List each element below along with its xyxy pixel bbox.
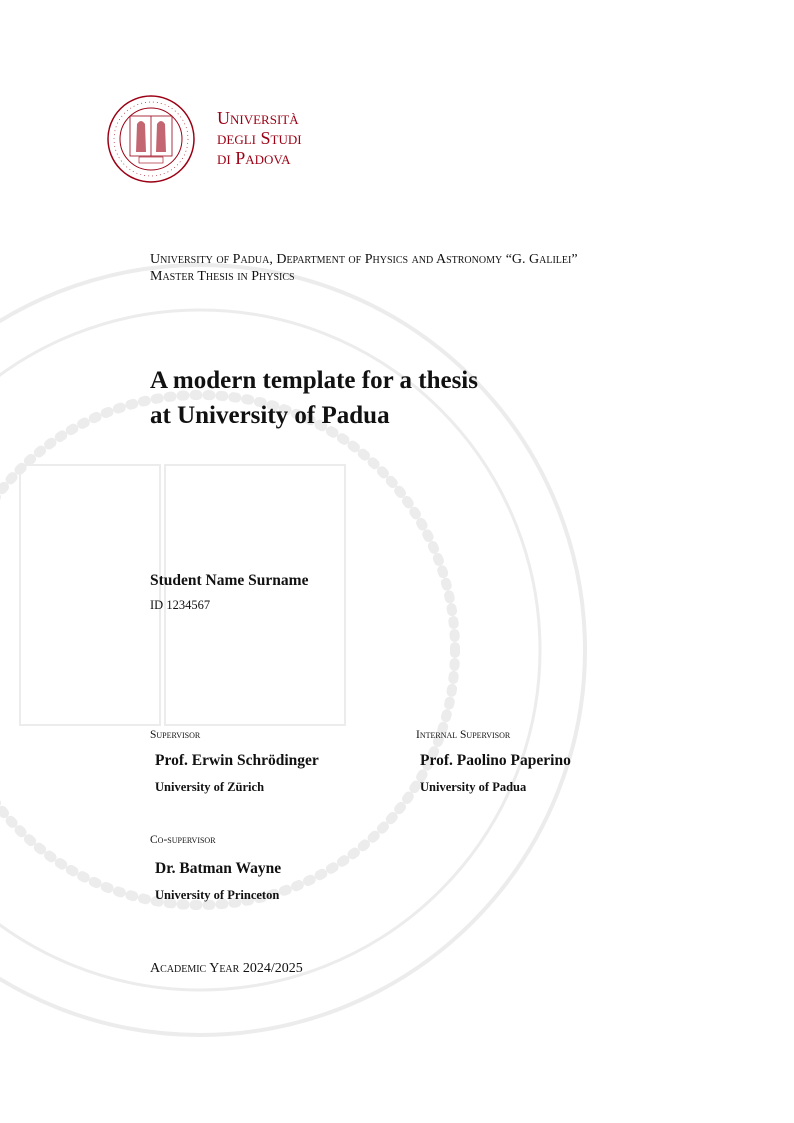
internal-supervisor-label: Internal Supervisor	[416, 729, 511, 741]
university-seal-logo	[106, 94, 196, 184]
thesis-title-line2: at University of Padua	[150, 402, 390, 429]
thesis-title-line1: A modern template for a thesis	[150, 367, 478, 394]
co-supervisor-name: Dr. Batman Wayne	[155, 860, 282, 877]
internal-supervisor-affiliation: University of Padua	[420, 780, 527, 794]
department-line: University of Padua, Department of Physics and Astronomy “G. Galilei”	[150, 252, 578, 267]
student-name: Student Name Surname	[150, 572, 309, 589]
university-name-line2: degli Studi	[217, 128, 302, 148]
degree-line: Master Thesis in Physics	[150, 269, 295, 284]
supervisor-label: Supervisor	[150, 729, 201, 741]
co-supervisor-affiliation: University of Princeton	[155, 888, 280, 902]
university-name-line1: Università	[217, 108, 299, 128]
supervisor-affiliation: University of Zürich	[155, 780, 265, 794]
co-supervisor-label: Co-supervisor	[150, 834, 216, 846]
student-id: ID 1234567	[150, 598, 211, 612]
university-name-line3: di Padova	[217, 148, 291, 168]
academic-year: Academic Year 2024/2025	[150, 961, 303, 976]
supervisor-name: Prof. Erwin Schrödinger	[155, 752, 319, 769]
internal-supervisor-name: Prof. Paolino Paperino	[420, 752, 571, 769]
